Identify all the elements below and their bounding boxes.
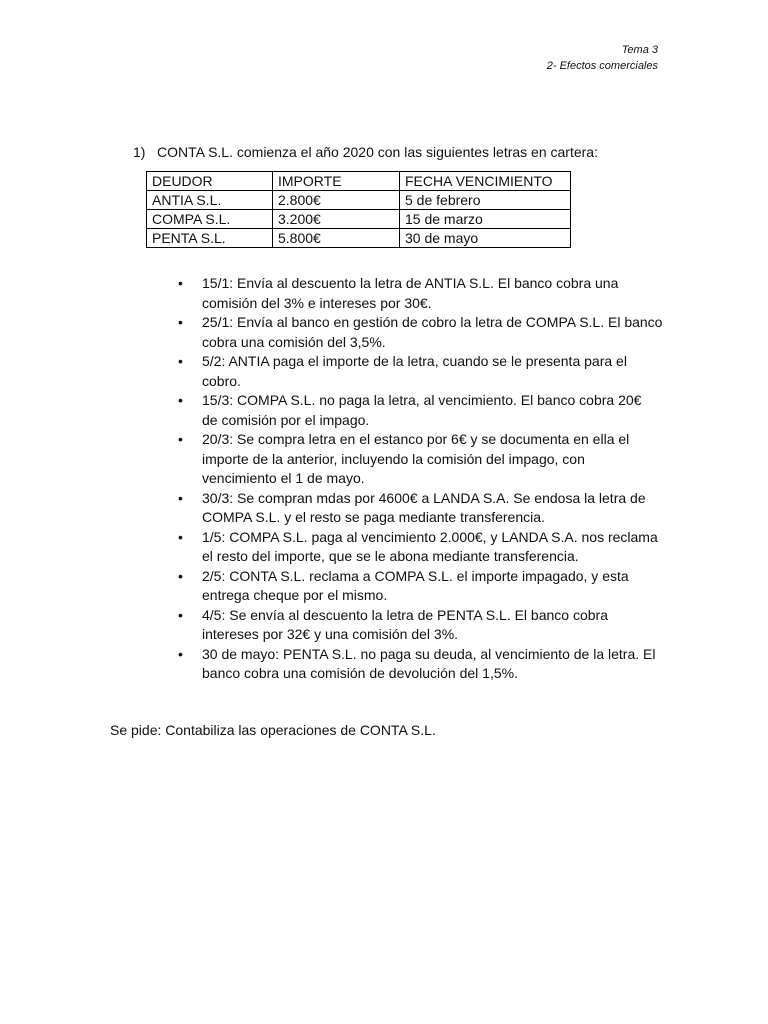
operation-line: 30/3: Se compran mdas por 4600€ a LANDA S.A. Se endosa la letra de — [202, 489, 646, 506]
task-statement: Se pide: Contabiliza las operaciones de CONTA S.L. — [110, 722, 436, 738]
bullet-icon: • — [178, 645, 183, 662]
operation-item — [178, 606, 668, 645]
letters-table — [146, 171, 571, 248]
operation-line: 1/5: COMPA S.L. paga al vencimiento 2.000€, y LANDA S.A. nos reclama — [202, 528, 658, 545]
operation-line: 15/3: COMPA S.L. no paga la letra, al vencimiento. El banco cobra 20€ — [202, 392, 642, 408]
operation-line: banco cobra una comisión de devolución del 1,5%. — [202, 665, 518, 681]
operation-item — [178, 645, 668, 684]
operation-line: vencimiento el 1 de mayo. — [202, 470, 365, 486]
operation-line: cobro. — [202, 372, 241, 389]
operation-item — [178, 391, 668, 430]
bullet-icon: • — [178, 353, 183, 369]
header-topic: Tema 3 — [621, 44, 658, 56]
operation-line: 5/2: ANTIA paga el importe de la letra, cuando se le presenta para el — [202, 353, 627, 369]
question — [133, 143, 598, 161]
operation-item — [178, 567, 668, 606]
table-cell: 5.800€ — [273, 229, 400, 248]
bullet-icon: • — [178, 431, 183, 447]
operation-line: 25/1: Envía al banco en gestión de cobro la letra de COMPA S.L. El banco — [202, 314, 663, 330]
operation-line: cobra una comisión del 3,5%. — [202, 333, 386, 350]
operation-line: importe de la anterior, incluyendo la comisión del impago, con — [202, 450, 585, 467]
table-cell: ANTIA S.L. — [147, 191, 273, 210]
bullet-icon: • — [178, 489, 183, 506]
operations-list — [178, 274, 668, 684]
question-number: 1) — [133, 144, 146, 160]
header-section: 2- Efectos comerciales — [546, 60, 658, 72]
operation-item — [178, 274, 668, 313]
question-text: CONTA S.L. comienza el año 2020 con las siguientes letras en cartera: — [157, 144, 598, 160]
operation-line: 2/5: CONTA S.L. reclama a COMPA S.L. el importe impagado, y esta — [202, 567, 629, 584]
operation-line: intereses por 32€ y una comisión del 3%. — [202, 626, 459, 642]
bullet-icon: • — [178, 606, 183, 623]
table-cell: COMPA S.L. — [147, 210, 273, 229]
table-header-cell: IMPORTE — [273, 172, 400, 191]
table-header-cell: FECHA VENCIMIENTO — [400, 172, 571, 191]
table-cell: 30 de mayo — [400, 229, 571, 248]
operation-item — [178, 528, 668, 567]
operation-item — [178, 430, 668, 489]
table-row — [147, 210, 571, 229]
page-header — [547, 42, 658, 74]
table-header-row — [147, 172, 571, 191]
table-cell: 5 de febrero — [400, 191, 571, 210]
operation-item — [178, 352, 668, 391]
bullet-icon: • — [178, 567, 183, 584]
operation-line: 4/5: Se envía al descuento la letra de PENTA S.L. El banco cobra — [202, 606, 608, 623]
operation-line: 20/3: Se compra letra en el estanco por 6€ y se documenta en ella el — [202, 431, 630, 447]
operation-item — [178, 489, 668, 528]
operation-line: 30 de mayo: PENTA S.L. no paga su deuda, al vencimiento de la letra. El — [202, 645, 656, 662]
bullet-icon: • — [178, 314, 183, 330]
operation-line: COMPA S.L. y el resto se paga mediante transferencia. — [202, 509, 545, 525]
table-cell: PENTA S.L. — [147, 229, 273, 248]
table-row — [147, 191, 571, 210]
table-cell: 2.800€ — [273, 191, 400, 210]
table-row — [147, 229, 571, 248]
operation-line: 15/1: Envía al descuento la letra de ANTIA S.L. El banco cobra una — [202, 275, 619, 291]
operation-line: comisión del 3% e intereses por 30€. — [202, 294, 432, 311]
bullet-icon: • — [178, 275, 183, 291]
operation-line: el resto del importe, que se le abona mediante transferencia. — [202, 548, 579, 564]
operation-item — [178, 313, 668, 352]
table-cell: 15 de marzo — [400, 210, 571, 229]
bullet-icon: • — [178, 528, 183, 545]
operation-line: de comisión por el impago. — [202, 411, 370, 428]
operation-line: entrega cheque por el mismo. — [202, 587, 388, 603]
bullet-icon: • — [178, 392, 183, 408]
table-header-cell: DEUDOR — [147, 172, 273, 191]
table-cell: 3.200€ — [273, 210, 400, 229]
